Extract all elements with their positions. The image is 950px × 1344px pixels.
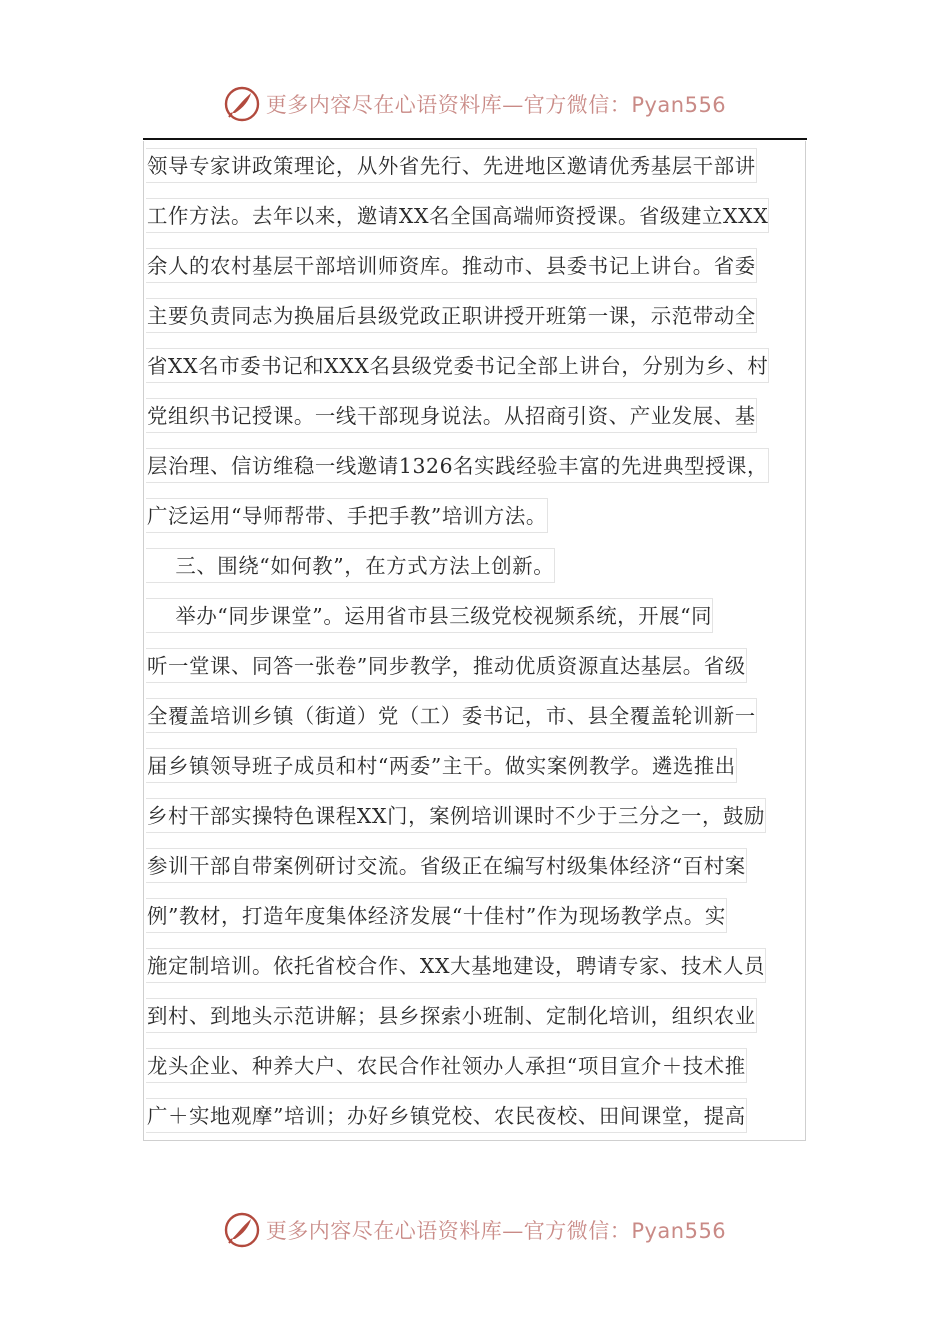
text-line: 例”教材，打造年度集体经济发展“十佳村”作为现场教学点。实 (146, 898, 727, 933)
quill-pen-logo-icon (224, 1212, 260, 1248)
text-line: 届乡镇领导班子成员和村“两委”主干。做实案例教学。遴选推出 (146, 748, 737, 783)
text-line: 主要负责同志为换届后县级党政正职讲授开班第一课，示范带动全 (146, 298, 757, 333)
section-heading: 三、围绕“如何教”，在方式方法上创新。 (146, 548, 555, 583)
text-line: 领导专家讲政策理论，从外省先行、先进地区邀请优秀基层干部讲 (146, 148, 757, 183)
banner-text: 更多内容尽在心语资料库—官方微信： (265, 93, 632, 117)
header-rule (143, 138, 807, 140)
text-line: 工作方法。去年以来，邀请XX名全国高端师资授课。省级建立XXX (146, 198, 769, 233)
text-line: 乡村干部实操特色课程XX门，案例培训课时不少于三分之一，鼓励 (146, 798, 766, 833)
text-line: 层治理、信访维稳一线邀请1326名实践经验丰富的先进典型授课， (146, 448, 769, 483)
banner-wechat-id: Pyan556 (631, 1219, 727, 1243)
text-line: 省XX名市委书记和XXX名县级党委书记全部上讲台，分别为乡、村 (146, 348, 769, 383)
text-line: 广泛运用“导师帮带、手把手教”培训方法。 (146, 498, 548, 533)
header-banner (0, 82, 950, 126)
text-line: 广＋实地观摩”培训；办好乡镇党校、农民夜校、田间课堂，提高 (146, 1098, 747, 1133)
text-line: 余人的农村基层干部培训师资库。推动市、县委书记上讲台。省委 (146, 248, 757, 283)
paragraph-start-line: 举办“同步课堂”。运用省市县三级党校视频系统，开展“同 (146, 598, 713, 633)
footer-banner (0, 1208, 950, 1252)
text-line: 听一堂课、同答一张卷”同步教学，推动优质资源直达基层。省级 (146, 648, 747, 683)
banner-wechat-id: Pyan556 (631, 93, 727, 117)
quill-pen-logo-icon (224, 86, 260, 122)
banner-text: 更多内容尽在心语资料库—官方微信： (265, 1219, 632, 1243)
text-line: 全覆盖培训乡镇（街道）党（工）委书记，市、县全覆盖轮训新一 (146, 698, 757, 733)
content-frame (143, 141, 806, 1141)
text-line: 参训干部自带案例研讨交流。省级正在编写村级集体经济“百村案 (146, 848, 747, 883)
text-line: 党组织书记授课。一线干部现身说法。从招商引资、产业发展、基 (146, 398, 757, 433)
text-line: 施定制培训。依托省校合作、XX大基地建设，聘请专家、技术人员 (146, 948, 766, 983)
text-line: 到村、到地头示范讲解；县乡探索小班制、定制化培训，组织农业 (146, 998, 757, 1033)
text-line: 龙头企业、种养大户、农民合作社领办人承担“项目宣介＋技术推 (146, 1048, 747, 1083)
